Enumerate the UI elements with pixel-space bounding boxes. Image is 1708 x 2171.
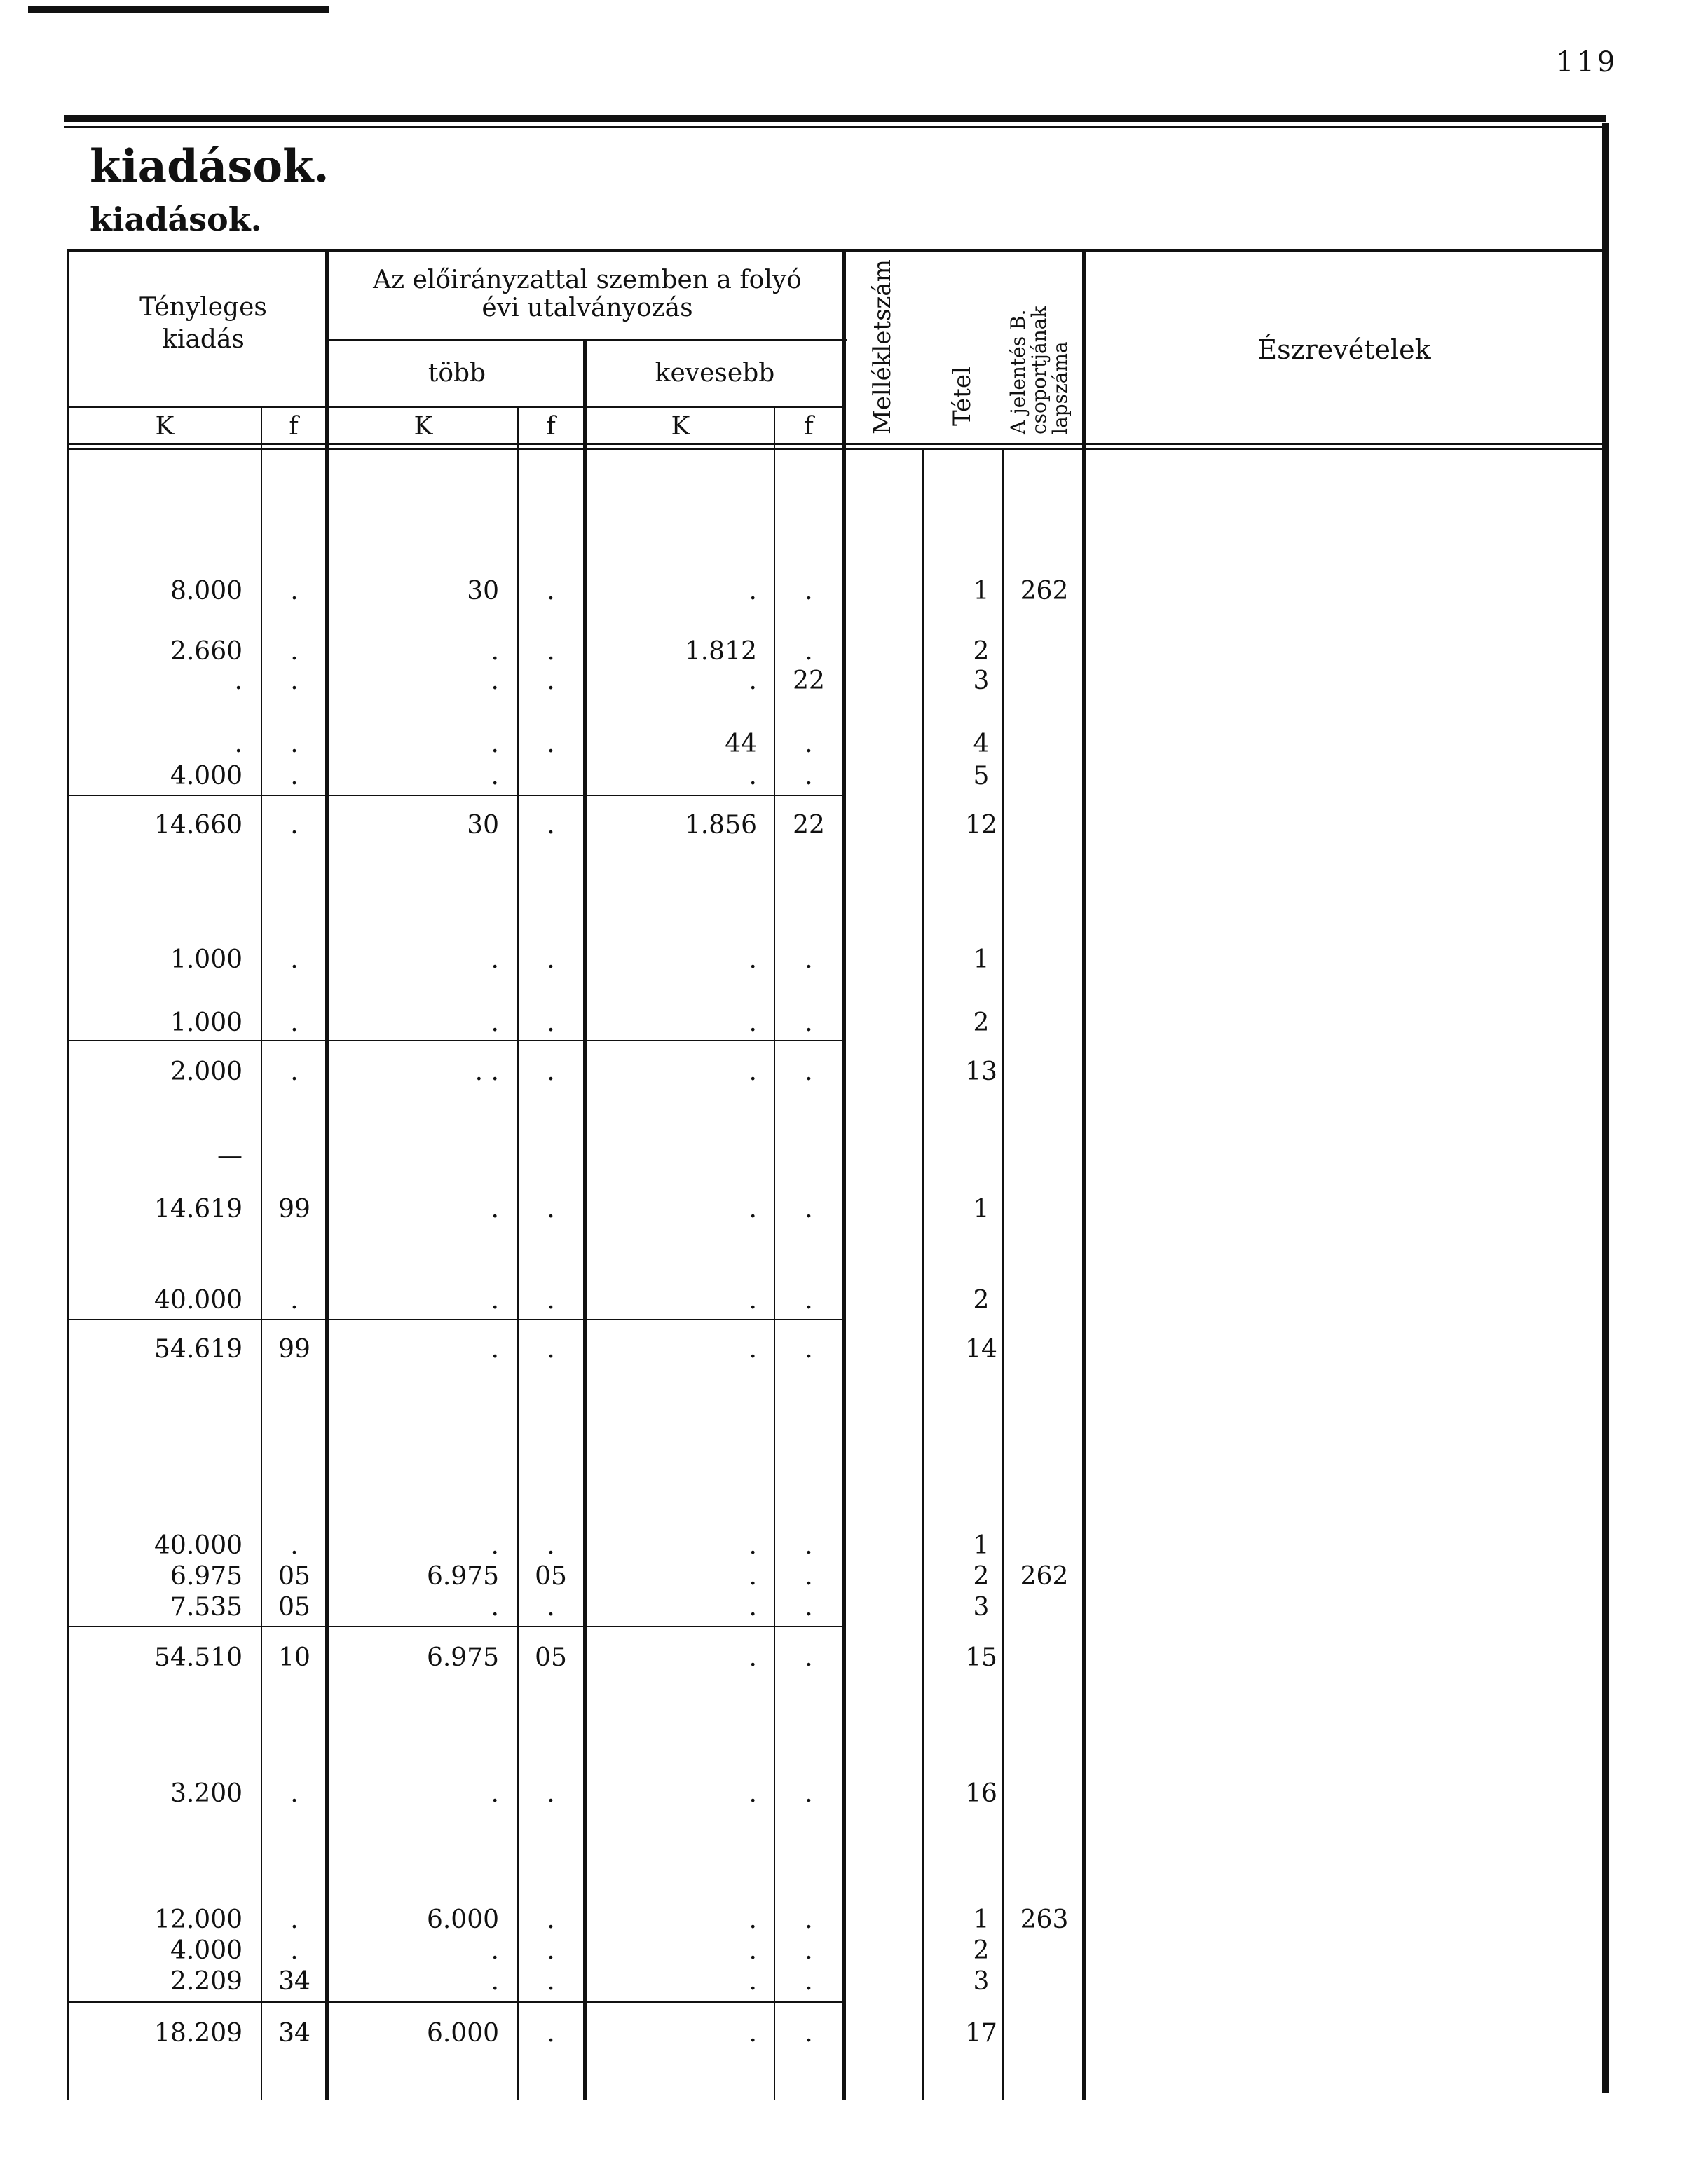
cell-item: 2 — [973, 1936, 990, 1965]
cell-item: 1 — [973, 945, 990, 974]
cell-more-f: . — [547, 577, 555, 605]
cell-actual-K: 14.619 — [154, 1195, 242, 1224]
cell-more-K: . — [491, 1195, 499, 1224]
cell-more-f: . — [547, 1286, 555, 1315]
table-top-rule — [64, 115, 1606, 122]
cell-actual-f: . — [290, 730, 299, 758]
col-sep-report-remarks — [1082, 249, 1086, 2100]
cell-less-f: . — [805, 1562, 813, 1591]
cell-more-f: . — [547, 2019, 555, 2048]
cell-more-K: . — [491, 762, 499, 790]
cell-less-f: . — [805, 1531, 813, 1560]
cell-more-f: . — [547, 1531, 555, 1560]
cell-actual-K: 40.000 — [154, 1531, 242, 1560]
cell-more-f: . — [547, 1779, 555, 1808]
header-bottom-rule — [69, 443, 1602, 445]
cell-item: 1 — [973, 1195, 990, 1224]
cell-more-f: . — [547, 811, 555, 840]
cell-item: 16 — [965, 1779, 997, 1808]
cell-more-K: . — [491, 1779, 499, 1808]
cell-item: 3 — [973, 1593, 990, 1622]
cell-actual-K: 4.000 — [170, 762, 242, 790]
cell-more-f: 05 — [535, 1643, 567, 1672]
header-item: Tétel — [948, 367, 976, 426]
cell-item: 14 — [965, 1335, 997, 1364]
cell-actual-f: 99 — [278, 1195, 310, 1224]
cell-more-f: . — [547, 1936, 555, 1965]
cell-item: 1 — [973, 577, 990, 605]
cell-actual-f: . — [290, 1779, 299, 1808]
cell-less-f: . — [805, 1286, 813, 1315]
cell-actual-f: 99 — [278, 1335, 310, 1364]
cell-less-f: . — [805, 1643, 813, 1672]
header-report-line1: A jelentés B. — [1006, 309, 1030, 434]
cell-item: 12 — [965, 811, 997, 840]
cell-more-f: . — [547, 637, 555, 666]
cell-less-K: . — [749, 1905, 757, 1934]
cell-actual-f: . — [290, 1531, 299, 1560]
cell-less-f: . — [805, 1335, 813, 1364]
cell-actual-K: 4.000 — [170, 1936, 242, 1965]
header-report-line3: lapszáma — [1048, 341, 1072, 434]
table-top-rule-thin — [64, 126, 1606, 128]
cell-more-K: . — [491, 1531, 499, 1560]
col-sep-item-report — [1002, 448, 1004, 2100]
cell-less-f: . — [805, 762, 813, 790]
cell-more-K: . — [491, 945, 499, 974]
cell-actual-K: 1.000 — [170, 1008, 242, 1037]
cell-actual-f: 34 — [278, 1967, 310, 1996]
cell-actual-K: 40.000 — [154, 1286, 242, 1315]
page-subtitle: kiadások. — [90, 200, 262, 238]
cell-item: 1 — [973, 1531, 990, 1560]
cell-more-K: . . — [474, 1057, 499, 1086]
cell-actual-f: 34 — [278, 2019, 310, 2048]
cell-less-f: . — [805, 1936, 813, 1965]
cell-actual-K: 8.000 — [170, 577, 242, 605]
cell-less-f: . — [805, 1779, 813, 1808]
cell-item: 4 — [973, 730, 990, 758]
cell-actual-f: . — [290, 637, 299, 666]
cell-actual-f: . — [290, 762, 299, 790]
cell-actual-f: . — [290, 1057, 299, 1086]
header-report-page — [1008, 306, 1071, 434]
cell-actual-K: 3.200 — [170, 1779, 242, 1808]
header-actual-line2: kiadás — [162, 325, 245, 354]
cell-more-f: 05 — [535, 1562, 567, 1591]
cell-less-K: 1.812 — [684, 637, 757, 666]
header-report-line2: csoportjának — [1027, 306, 1051, 434]
page-title: kiadások. — [90, 140, 329, 193]
cell-less-K: . — [749, 2019, 757, 2048]
cell-less-K: . — [749, 1936, 757, 1965]
cell-actual-f: . — [290, 1936, 299, 1965]
cell-less-f: . — [805, 2019, 813, 2048]
cell-less-K: . — [749, 945, 757, 974]
cell-more-f: . — [547, 945, 555, 974]
cell-more-f: . — [547, 666, 555, 695]
cell-more-K: 6.000 — [426, 1905, 499, 1934]
col-sep-annex-item — [922, 448, 924, 2100]
cell-actual-f: 05 — [278, 1562, 310, 1591]
unit-more-f: f — [546, 412, 556, 441]
cell-more-K: . — [491, 1335, 499, 1364]
cell-less-f: . — [805, 730, 813, 758]
cell-item: 2 — [973, 637, 990, 666]
cell-more-K: 30 — [467, 577, 499, 605]
cell-less-f: . — [805, 1905, 813, 1934]
cell-actual-f: . — [290, 945, 299, 974]
cell-item: 2 — [973, 1286, 990, 1315]
cell-more-K: 6.975 — [426, 1643, 499, 1672]
cell-page: 262 — [1020, 577, 1069, 605]
compare-header-rule — [328, 339, 847, 341]
col-sep-less-Kf — [774, 406, 775, 2100]
cell-more-f: . — [547, 730, 555, 758]
cell-item: 2 — [973, 1562, 990, 1591]
cell-less-K: . — [749, 1779, 757, 1808]
cell-actual-K: . — [234, 666, 242, 695]
cell-less-f: . — [805, 1057, 813, 1086]
cell-page: 263 — [1020, 1905, 1069, 1934]
cell-item: 13 — [965, 1057, 997, 1086]
page-number: 119 — [1556, 46, 1618, 78]
cell-less-K: . — [749, 1531, 757, 1560]
cell-item: 15 — [965, 1643, 997, 1672]
col-sep-more-Kf — [517, 406, 519, 2100]
cell-more-K: 6.975 — [426, 1562, 499, 1591]
header-bottom-rule-2 — [69, 448, 1602, 450]
cell-less-K: . — [749, 1286, 757, 1315]
cell-less-f: . — [805, 577, 813, 605]
col-sep-less-annex — [842, 249, 846, 2100]
header-remarks: Észrevételek — [1257, 334, 1431, 365]
cell-more-f: . — [547, 1593, 555, 1622]
cell-more-K: . — [491, 637, 499, 666]
top-edge-rule — [28, 6, 329, 13]
cell-actual-f: . — [290, 577, 299, 605]
col-sep-actual-more — [325, 249, 329, 2100]
cell-more-K: . — [491, 730, 499, 758]
cell-more-K: . — [491, 1967, 499, 1996]
cell-item: 17 — [965, 2019, 997, 2048]
col-sep-actual-Kf — [261, 406, 262, 2100]
header-less: kevesebb — [655, 359, 775, 388]
cell-actual-K: 18.209 — [154, 2019, 242, 2048]
cell-actual-K: 14.660 — [154, 811, 242, 840]
col-sep-more-less — [583, 339, 587, 2100]
unit-less-K: K — [671, 412, 690, 441]
cell-less-f: 22 — [793, 811, 825, 840]
cell-more-f: . — [547, 1057, 555, 1086]
unit-actual-K: K — [155, 412, 175, 441]
cell-less-K: . — [749, 1335, 757, 1364]
header-compare-line2: évi utalványozás — [481, 294, 693, 322]
cell-more-K: . — [491, 1936, 499, 1965]
cell-actual-f: . — [290, 1286, 299, 1315]
cell-actual-f: . — [290, 811, 299, 840]
cell-less-f: . — [805, 637, 813, 666]
cell-more-f: . — [547, 1335, 555, 1364]
cell-more-K: 30 — [467, 811, 499, 840]
cell-item: 3 — [973, 666, 990, 695]
cell-less-K: . — [749, 1562, 757, 1591]
cell-item: 5 — [973, 762, 990, 790]
subtotal-rule-12 — [69, 795, 845, 796]
cell-actual-K: 2.660 — [170, 637, 242, 666]
cell-item: 3 — [973, 1967, 990, 1996]
cell-actual-K: 7.535 — [170, 1593, 242, 1622]
cell-less-K: . — [749, 762, 757, 790]
cell-actual-f: 10 — [278, 1643, 310, 1672]
cell-actual-K: 2.000 — [170, 1057, 242, 1086]
cell-actual-K: 54.510 — [154, 1643, 242, 1672]
header-compare-line1: Az előirányzattal szemben a folyó — [373, 266, 802, 294]
subtotal-rule-14 — [69, 1319, 845, 1320]
cell-less-f: . — [805, 1008, 813, 1037]
cell-more-f: . — [547, 1967, 555, 1996]
table-right-border — [1602, 123, 1609, 2093]
cell-less-K: 1.856 — [684, 811, 757, 840]
cell-less-K: . — [749, 1057, 757, 1086]
cell-less-K: . — [749, 1008, 757, 1037]
cell-actual-K: 12.000 — [154, 1905, 242, 1934]
cell-actual-K: 2.209 — [170, 1967, 242, 1996]
cell-actual-K: 6.975 — [170, 1562, 242, 1591]
cell-less-f: . — [805, 945, 813, 974]
cell-page: 262 — [1020, 1562, 1069, 1591]
subtotal-rule-13 — [69, 1040, 845, 1041]
cell-actual-f: . — [290, 666, 299, 695]
unit-more-K: K — [414, 412, 433, 441]
cell-more-f: . — [547, 1905, 555, 1934]
cell-more-f: . — [547, 1195, 555, 1224]
subtotal-rule-15 — [69, 1626, 845, 1627]
header-top-rule — [69, 249, 1602, 252]
unit-actual-f: f — [289, 412, 299, 441]
cell-less-K: . — [749, 1967, 757, 1996]
cell-less-f: . — [805, 1195, 813, 1224]
cell-less-f: . — [805, 1967, 813, 1996]
subtotal-rule-17 — [69, 2001, 845, 2003]
cell-less-K: . — [749, 1643, 757, 1672]
cell-more-f: . — [547, 1008, 555, 1037]
cell-more-K: . — [491, 666, 499, 695]
cell-actual-K: . — [234, 730, 242, 758]
cell-item: 1 — [973, 1905, 990, 1934]
header-annex-count: Mellékletszám — [868, 259, 896, 434]
cell-more-K: . — [491, 1008, 499, 1037]
cell-actual-f: . — [290, 1905, 299, 1934]
col-left-border — [67, 249, 69, 2100]
cell-less-K: . — [749, 666, 757, 695]
cell-less-K: . — [749, 1593, 757, 1622]
header-more: több — [428, 359, 486, 388]
unit-row-rule — [69, 406, 845, 408]
cell-actual-K: 1.000 — [170, 945, 242, 974]
cell-more-K: . — [491, 1593, 499, 1622]
cell-item: 2 — [973, 1008, 990, 1037]
cell-more-K: . — [491, 1286, 499, 1315]
cell-actual-K: 54.619 — [154, 1335, 242, 1364]
header-actual — [84, 292, 322, 356]
cell-less-K: 44 — [725, 730, 757, 758]
header-compare — [329, 266, 845, 322]
cell-less-K: . — [749, 1195, 757, 1224]
cell-less-f: 22 — [793, 666, 825, 695]
cell-actual-f: . — [290, 1008, 299, 1037]
cell-less-f: . — [805, 1593, 813, 1622]
cell-actual-f: 05 — [278, 1593, 310, 1622]
cell-actual-K: — — [217, 1142, 242, 1170]
unit-less-f: f — [804, 412, 814, 441]
cell-more-K: 6.000 — [426, 2019, 499, 2048]
cell-less-K: . — [749, 577, 757, 605]
header-actual-line1: Tényleges — [139, 293, 267, 322]
